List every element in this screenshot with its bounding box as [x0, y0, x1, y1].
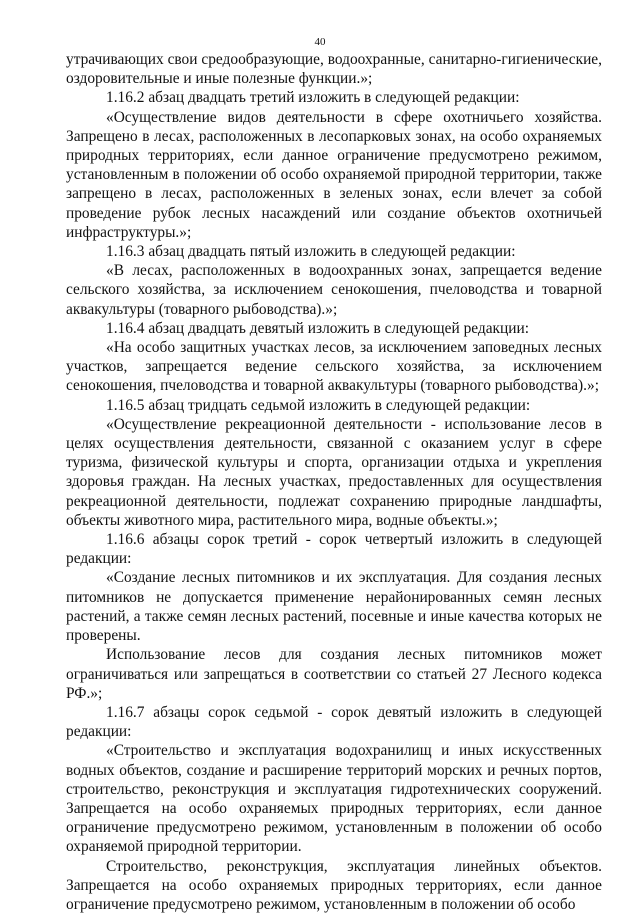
paragraph: «В лесах, расположенных в водоохранных зонах, запрещается ведение сельского хозяйства, за исключением сенокошения, пчеловодства и товарной аквакультуры (товарного рыбоводства).»; — [66, 262, 602, 318]
page-number: 40 — [314, 36, 326, 48]
paragraph: Строительство, реконструкция, эксплуатация линейных объектов. Запрещается на особо охраняемых природных территориях, если данное ограничение предусмотрено режимом, установленным в положении об особо — [66, 857, 602, 913]
paragraph: «Создание лесных питомников и их эксплуатация. Для создания лесных питомников не допускается применение нерайонированных семян лесных растений, а также семян лесных растений, посевные и иные качества которых не проверены. — [66, 569, 602, 645]
paragraph: «Осуществление видов деятельности в сфере охотничьего хозяйства. Запрещено в лесах, расположенных в лесопарковых зонах, на особо охраняемых природных территориях, если данное ограничение предусмотрено режимом, установленным в положении об особо охраняемой природной территории, также запрещено в лесах, расположенных в зеленых зонах, если влечет за собой проведение рубок лесных насаждений или создание объектов охотничьей инфраструктуры.»; — [66, 108, 602, 241]
paragraph: «На особо защитных участках лесов, за исключением заповедных лесных участков, запрещается ведение сельского хозяйства, за исключением сенокошения, пчеловодства и товарной аквакультуры (товарного рыбоводства).»; — [66, 339, 602, 395]
paragraph: 1.16.2 абзац двадцать третий изложить в следующей редакции: — [106, 89, 520, 107]
paragraph: 1.16.4 абзац двадцать девятый изложить в следующей редакции: — [106, 319, 530, 337]
paragraph: Использование лесов для создания лесных питомников может ограничиваться или запрещаться в соответствии со статьей 27 Лесного кодекса РФ.»; — [66, 646, 602, 702]
paragraph: 1.16.3 абзац двадцать пятый изложить в следующей редакции: — [106, 243, 516, 261]
document-body — [66, 50, 602, 914]
paragraph: «Осуществление рекреационной деятельности - использование лесов в целях осуществления деятельности, связанной с оказанием услуг в сфере туризма, физической культуры и спорта, организации отдыха и укрепления здоровья граждан. На лесных участках, предоставленных для осуществления рекреационной деятельности, подлежат сохранению природные ландшафты, объекты животного мира, растительного мира, водные объекты.»; — [66, 415, 602, 529]
paragraph: утрачивающих свои средообразующие, водоохранные, санитарно-гигиенические, оздоровительные и иные полезные функции.»; — [66, 51, 602, 88]
paragraph: 1.16.6 абзацы сорок третий - сорок четвертый изложить в следующей редакции: — [66, 531, 602, 568]
paragraph: 1.16.5 абзац тридцать седьмой изложить в следующей редакции: — [106, 396, 531, 414]
paragraph: 1.16.7 абзацы сорок седьмой - сорок девятый изложить в следующей редакции: — [66, 703, 602, 741]
paragraph: «Строительство и эксплуатация водохранилищ и иных искусственных водных объектов, создание и расширение территорий морских и речных портов, строительство, реконструкция и эксплуатация гидротехнических сооружений. Запрещается на особо охраняемых природных территориях, если данное ограничение предусмотрено режимом, установленным в положении об особо охраняемой природной территории. — [66, 742, 602, 856]
